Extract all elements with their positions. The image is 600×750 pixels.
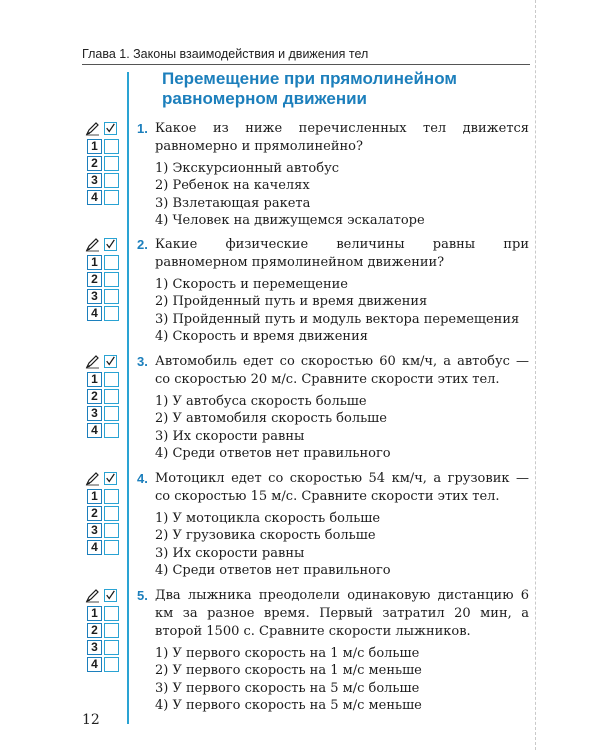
answer-checkbox[interactable] [104,606,119,621]
answer-option-row [87,606,121,621]
answer-number: 2 [87,506,102,521]
answer-option: 1) У первого скорость на 1 м/с больше [155,646,420,661]
answer-option-row [87,623,121,638]
answer-option-row [87,372,121,387]
answer-option-row [87,640,121,655]
answer-option-row [87,289,121,304]
pencil-icon [85,121,100,136]
answer-number: 4 [87,657,102,672]
question [137,470,529,579]
answer-block [85,588,125,674]
question-number: 4. [137,471,148,486]
answer-checkbox[interactable] [104,272,119,287]
answer-option-row [87,423,121,438]
check-icon [104,122,117,135]
answer-option: 2) У грузовика скорость больше [155,528,376,544]
answer-option: 3) Их скорости равны [155,428,305,444]
header-rule [82,64,530,65]
answer-number: 1 [87,489,102,504]
answer-option-row [87,306,121,321]
answer-option: 4) Среди ответов нет правильного [155,445,391,461]
answer-number: 4 [87,540,102,555]
answer-checkbox[interactable] [104,540,119,555]
question-text: Какое из ниже перечисленных тел движется равномерно и прямолинейно? [155,121,529,154]
answer-checkbox[interactable] [104,156,119,171]
answer-checkbox[interactable] [104,523,119,538]
question-number: 2. [137,237,148,252]
answer-option-row [87,489,121,504]
answer-option-row [87,255,121,270]
question-text: Какие физические величины равны при равномерном прямолинейном движении? [155,237,529,270]
check-icon [104,589,117,602]
answer-option: 3) Взлетающая ракета [155,195,311,211]
answer-option: 1) У мотоцикла скорость больше [155,511,381,526]
answer-option: 1) Экскурсионный автобус [155,161,340,176]
answer-checkbox[interactable] [104,406,119,421]
answer-option: 1) У автобуса скорость больше [155,394,367,409]
answer-option: 4) У первого скорость на 5 м/с меньше [155,697,422,713]
answer-option-row [87,173,121,188]
section-title [162,69,522,109]
pencil-icon [85,354,100,369]
question-number: 1. [137,121,148,136]
answer-checkbox[interactable] [104,489,119,504]
section-title-line-1: Перемещение при прямолинейном [162,69,457,88]
margin-line [127,72,129,724]
answer-number: 3 [87,406,102,421]
answer-option: 2) Пройденный путь и время движения [155,294,428,310]
answer-checkbox[interactable] [104,623,119,638]
answer-checkbox[interactable] [104,255,119,270]
answer-number: 1 [87,139,102,154]
answer-number: 4 [87,423,102,438]
section-title-line-2: равномерном движении [162,89,368,108]
answer-checkbox[interactable] [104,389,119,404]
options-list [155,276,529,345]
question [137,587,529,714]
answer-option: 3) У первого скорость на 5 м/с больше [155,680,420,696]
answer-option: 3) Их скорости равны [155,545,305,561]
answer-option-row [87,389,121,404]
answer-checkbox[interactable] [104,190,119,205]
answer-block [85,471,125,557]
answer-option-row [87,139,121,154]
answer-option-row [87,190,121,205]
pencil-icon [85,588,100,603]
answer-option-row [87,523,121,538]
answer-option: 1) Скорость и перемещение [155,277,348,292]
answer-option-row [87,406,121,421]
answer-number: 4 [87,190,102,205]
answer-number: 3 [87,289,102,304]
pencil-icon [85,471,100,486]
answer-option-row [87,156,121,171]
question-text: Мотоцикл едет со скоростью 54 км/ч, а грузовик — со скоростью 15 м/с. Сравните скорости этих тел. [155,471,529,504]
question-text: Автомобиль едет со скоростью 60 км/ч, а автобус — со скоростью 20 м/с. Сравните скорости этих тел. [155,354,529,387]
question-number: 5. [137,588,148,603]
answer-number: 1 [87,372,102,387]
answer-block [85,237,125,323]
question [137,236,529,345]
answer-checkbox[interactable] [104,289,119,304]
answer-option: 4) Среди ответов нет правильного [155,562,391,578]
options-list [155,393,529,462]
answer-option-row [87,506,121,521]
answer-option-row [87,540,121,555]
options-list [155,645,529,714]
answer-option: 3) Пройденный путь и модуль вектора перемещения [155,311,520,327]
page-number: 12 [82,712,100,728]
answer-option-row [87,272,121,287]
question [137,353,529,462]
answer-checkbox[interactable] [104,139,119,154]
answer-option: 4) Человек на движущемся эскалаторе [155,212,425,228]
answer-checkbox[interactable] [104,423,119,438]
answer-number: 4 [87,306,102,321]
pencil-icon [85,237,100,252]
answer-option: 2) У автомобиля скорость больше [155,411,387,427]
question-text: Два лыжника преодолели одинаковую дистанцию 6 км за разное время. Первый затратил 20 мин, а второй 1500 с. Сравните скорости лыжников. [155,588,529,639]
options-list [155,510,529,579]
answer-block [85,354,125,440]
options-list [155,160,529,229]
check-icon [104,472,117,485]
answer-checkbox[interactable] [104,657,119,672]
answer-checkbox[interactable] [104,372,119,387]
check-icon [104,238,117,251]
answer-number: 1 [87,255,102,270]
answer-number: 2 [87,623,102,638]
answer-checkbox[interactable] [104,306,119,321]
answer-number: 3 [87,173,102,188]
answer-block [85,121,125,207]
answer-checkbox[interactable] [104,173,119,188]
check-icon [104,355,117,368]
answer-option: 2) У первого скорость на 1 м/с меньше [155,663,422,679]
page-edge-line [535,0,536,750]
answer-option-row [87,657,121,672]
answer-number: 1 [87,606,102,621]
answer-number: 3 [87,640,102,655]
answer-checkbox[interactable] [104,506,119,521]
answer-number: 2 [87,156,102,171]
answer-checkbox[interactable] [104,640,119,655]
answer-number: 3 [87,523,102,538]
answer-option: 4) Скорость и время движения [155,328,368,344]
question [137,120,529,229]
answer-option: 2) Ребенок на качелях [155,178,310,194]
answer-number: 2 [87,272,102,287]
chapter-header: Глава 1. Законы взаимодействия и движения тел [82,47,369,61]
question-number: 3. [137,354,148,369]
answer-number: 2 [87,389,102,404]
